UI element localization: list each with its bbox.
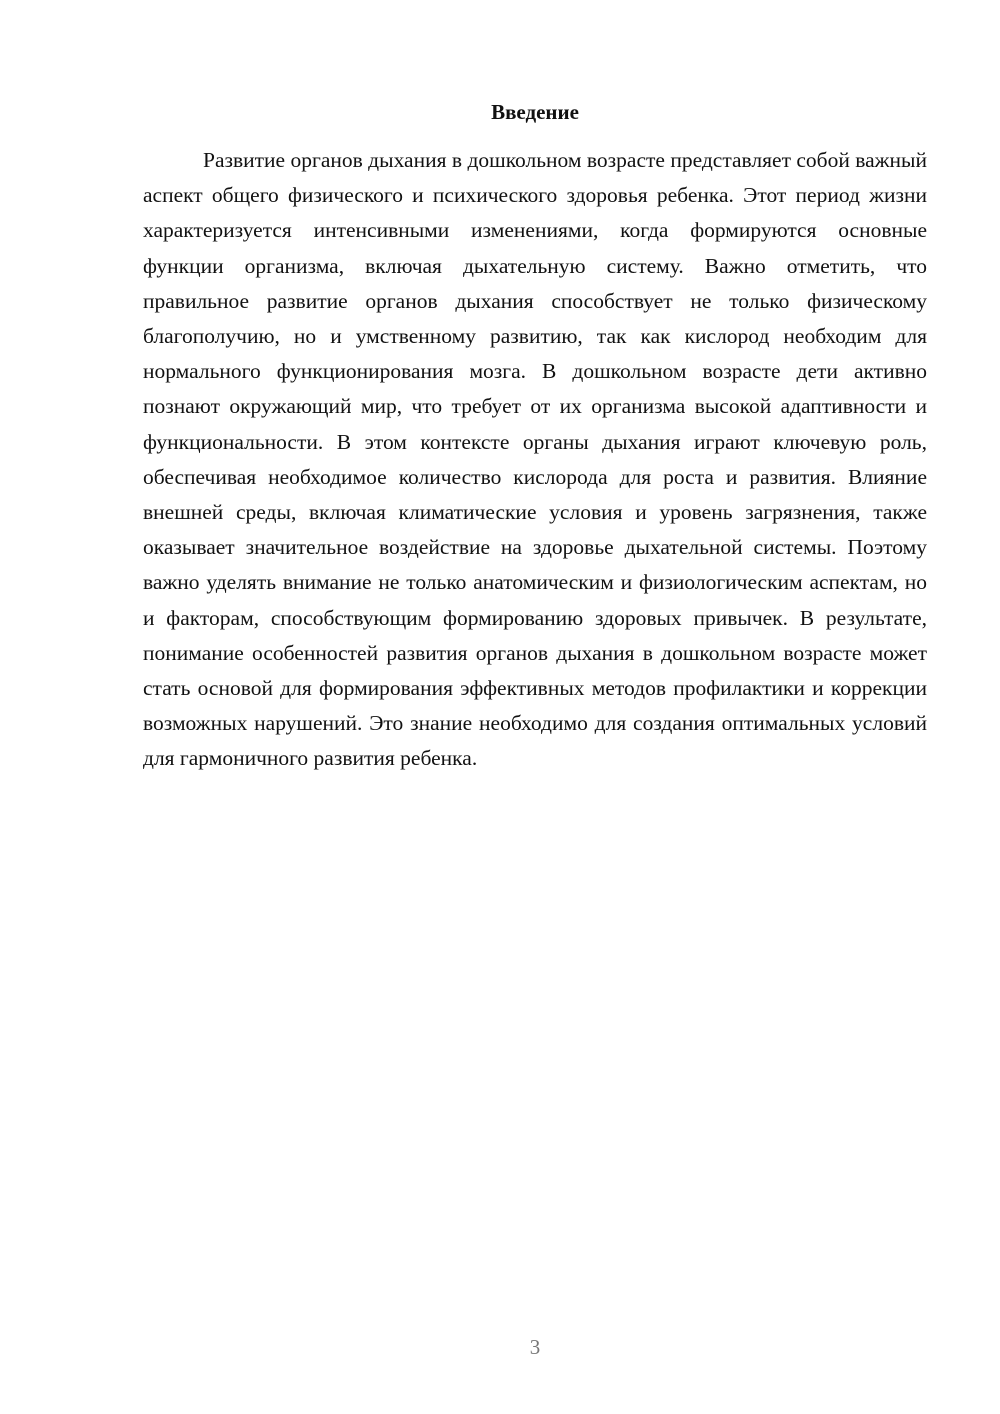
page-number: 3 <box>529 1335 541 1359</box>
section-heading: Введение <box>491 100 579 124</box>
introduction-paragraph: Развитие органов дыхания в дошкольном возрасте представляет собой важный аспект общего физического и психического здоровья ребенка. Этот период жизни характеризуется интенсивными изменениями, когда формируются основные функции организма, включая дыхательную систему. Важно отметить, что правильное развитие органов дыхания способствует не только физическому благополучию, но и умственному развитию, так как кислород необходим для нормального функционирования мозга. В дошкольном возрасте дети активно познают окружающий мир, что требует от их организма высокой адаптивности и функциональности. В этом контексте органы дыхания играют ключевую роль, обеспечивая необходимое количество кислорода для роста и развития. Влияние внешней среды, включая климатические условия и уровень загрязнения, также оказывает значительное воздействие на здоровье дыхательной системы. Поэтому важно уделять внимание не только анатомическим и физиологическим аспектам, но и факторам, способствующим формированию здоровых привычек. В результате, понимание особенностей развития органов дыхания в дошкольном возрасте может стать основой для формирования эффективных методов профилактики и коррекции возможных нарушений. Это знание необходимо для создания оптимальных условий для гармоничного развития ребенка. <box>143 148 927 771</box>
